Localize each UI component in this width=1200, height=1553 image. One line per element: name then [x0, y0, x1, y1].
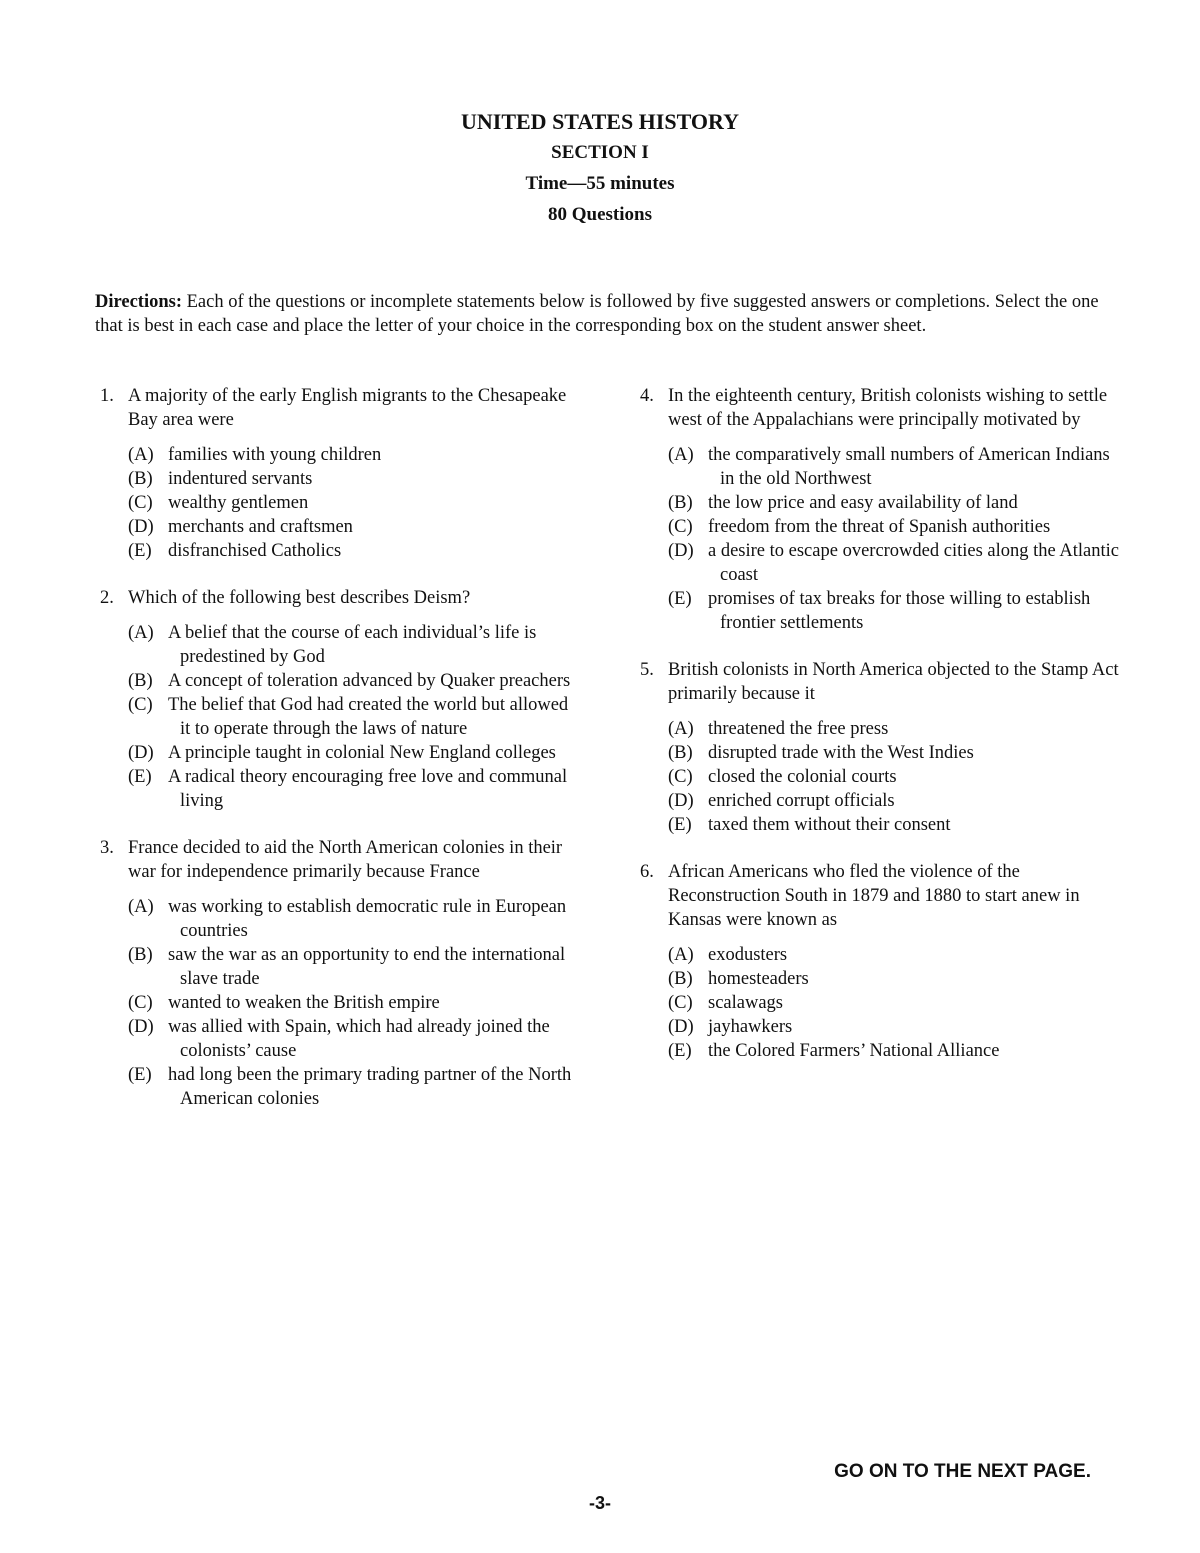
answer-options	[100, 895, 580, 1111]
answer-option	[668, 813, 1120, 837]
option-text: disrupted trade with the West Indies	[708, 743, 974, 763]
answer-options	[640, 717, 1120, 837]
question-count: 80 Questions	[548, 204, 652, 225]
option-letter: (A)	[128, 445, 154, 465]
directions-text: Each of the questions or incomplete statements below is followed by five suggested answers or completions. Select the one that is best in each case and place the letter of your choice in the corresponding box on the student answer sheet.	[95, 292, 1099, 336]
option-letter: (A)	[668, 445, 694, 465]
option-letter: (E)	[668, 589, 692, 609]
question-stem: France decided to aid the North American colonies in their war for independence primarily because France	[128, 838, 563, 882]
answer-options	[640, 443, 1120, 635]
option-text: indentured servants	[168, 469, 313, 489]
question-6	[640, 860, 1120, 1063]
question-number: 2.	[100, 588, 114, 608]
option-letter: (E)	[668, 1041, 692, 1061]
option-letter: (E)	[668, 815, 692, 835]
answer-option	[668, 443, 1120, 491]
option-text: exodusters	[708, 945, 788, 965]
option-text: was working to establish democratic rule in European countries	[168, 897, 567, 941]
question-number: 1.	[100, 386, 114, 406]
answer-option	[128, 621, 580, 669]
answer-option	[668, 789, 1120, 813]
option-text: closed the colonial courts	[708, 767, 897, 787]
option-letter: (A)	[668, 945, 694, 965]
option-text: The belief that God had created the world but allowed it to operate through the laws of nature	[168, 695, 569, 739]
time-limit: Time—55 minutes	[525, 173, 675, 194]
option-text: threatened the free press	[708, 719, 889, 739]
option-letter: (C)	[128, 695, 153, 715]
option-text: A principle taught in colonial New England colleges	[168, 743, 556, 763]
answer-option	[668, 991, 1120, 1015]
option-letter: (D)	[668, 791, 694, 811]
option-text: jayhawkers	[708, 1017, 793, 1037]
answer-option	[128, 515, 580, 539]
option-text: saw the war as an opportunity to end the international slave trade	[168, 945, 566, 989]
option-letter: (B)	[128, 945, 153, 965]
option-text: A concept of toleration advanced by Quaker preachers	[168, 671, 571, 691]
option-letter: (D)	[128, 517, 154, 537]
option-text: disfranchised Catholics	[168, 541, 342, 561]
question-number: 5.	[640, 660, 654, 680]
left-column	[100, 384, 580, 1134]
answer-option	[668, 967, 1120, 991]
option-letter: (A)	[128, 623, 154, 643]
option-text: merchants and craftsmen	[168, 517, 353, 537]
question-number: 6.	[640, 862, 654, 882]
answer-option	[128, 491, 580, 515]
answer-option	[668, 587, 1120, 635]
option-letter: (C)	[668, 767, 693, 787]
answer-option	[128, 765, 580, 813]
question-stem: British colonists in North America objected to the Stamp Act primarily because it	[668, 660, 1119, 704]
option-letter: (D)	[668, 1017, 694, 1037]
directions	[95, 290, 1105, 338]
option-text: a desire to escape overcrowded cities along the Atlantic coast	[708, 541, 1119, 585]
option-letter: (A)	[668, 719, 694, 739]
option-text: the comparatively small numbers of American Indians in the old Northwest	[708, 445, 1110, 489]
answer-option	[128, 1015, 580, 1063]
option-text: the Colored Farmers’ National Alliance	[708, 1041, 1000, 1061]
question-stem: Which of the following best describes Deism?	[128, 588, 471, 608]
answer-option	[128, 693, 580, 741]
option-letter: (D)	[128, 743, 154, 763]
question-number: 3.	[100, 838, 114, 858]
answer-options	[100, 443, 580, 563]
right-column	[640, 384, 1120, 1086]
question-stem: A majority of the early English migrants to the Chesapeake Bay area were	[128, 386, 567, 430]
answer-option	[668, 765, 1120, 789]
option-letter: (B)	[668, 493, 693, 513]
option-letter: (C)	[668, 993, 693, 1013]
answer-option	[668, 491, 1120, 515]
answer-option	[668, 515, 1120, 539]
question-stem: In the eighteenth century, British colonists wishing to settle west of the Appalachians were principally motivated by	[668, 386, 1108, 430]
question-number: 4.	[640, 386, 654, 406]
option-text: had long been the primary trading partner of the North American colonies	[168, 1065, 572, 1109]
go-on-notice: GO ON TO THE NEXT PAGE.	[834, 1461, 1091, 1482]
answer-option	[668, 1039, 1120, 1063]
answer-option	[128, 991, 580, 1015]
option-letter: (D)	[128, 1017, 154, 1037]
exam-title: UNITED STATES HISTORY	[461, 109, 739, 134]
answer-option	[668, 1015, 1120, 1039]
exam-header	[0, 108, 1200, 232]
answer-option	[128, 1063, 580, 1111]
option-text: taxed them without their consent	[708, 815, 951, 835]
answer-option	[668, 717, 1120, 741]
option-letter: (B)	[668, 969, 693, 989]
question-4	[640, 384, 1120, 635]
option-letter: (A)	[128, 897, 154, 917]
option-text: A belief that the course of each individual’s life is predestined by God	[168, 623, 537, 667]
question-stem: African Americans who fled the violence of the Reconstruction South in 1879 and 1880 to start anew in Kansas were known as	[668, 862, 1080, 930]
option-letter: (C)	[668, 517, 693, 537]
option-letter: (C)	[128, 993, 153, 1013]
answer-option	[128, 467, 580, 491]
option-letter: (D)	[668, 541, 694, 561]
answer-option	[128, 669, 580, 693]
option-letter: (E)	[128, 767, 152, 787]
option-text: enriched corrupt officials	[708, 791, 895, 811]
directions-label: Directions:	[95, 292, 182, 312]
answer-option	[128, 443, 580, 467]
option-text: families with young children	[168, 445, 382, 465]
option-text: scalawags	[708, 993, 783, 1013]
answer-option	[128, 895, 580, 943]
section-label: SECTION I	[551, 142, 649, 163]
answer-option	[128, 741, 580, 765]
answer-options	[100, 621, 580, 813]
question-1	[100, 384, 580, 563]
answer-option	[668, 539, 1120, 587]
answer-option	[128, 943, 580, 991]
option-letter: (B)	[128, 469, 153, 489]
option-text: wanted to weaken the British empire	[168, 993, 440, 1013]
option-letter: (B)	[668, 743, 693, 763]
option-letter: (E)	[128, 541, 152, 561]
option-letter: (C)	[128, 493, 153, 513]
option-letter: (E)	[128, 1065, 152, 1085]
answer-option	[668, 943, 1120, 967]
question-3	[100, 836, 580, 1111]
option-text: wealthy gentlemen	[168, 493, 309, 513]
option-letter: (B)	[128, 671, 153, 691]
answer-option	[668, 741, 1120, 765]
option-text: freedom from the threat of Spanish authorities	[708, 517, 1051, 537]
question-5	[640, 658, 1120, 837]
question-2	[100, 586, 580, 813]
option-text: the low price and easy availability of land	[708, 493, 1018, 513]
option-text: A radical theory encouraging free love and communal living	[168, 767, 568, 811]
option-text: homesteaders	[708, 969, 809, 989]
option-text: was allied with Spain, which had already joined the colonists’ cause	[168, 1017, 550, 1061]
option-text: promises of tax breaks for those willing to establish frontier settlements	[708, 589, 1091, 633]
answer-option	[128, 539, 580, 563]
answer-options	[640, 943, 1120, 1063]
page-number: -3-	[589, 1493, 611, 1513]
